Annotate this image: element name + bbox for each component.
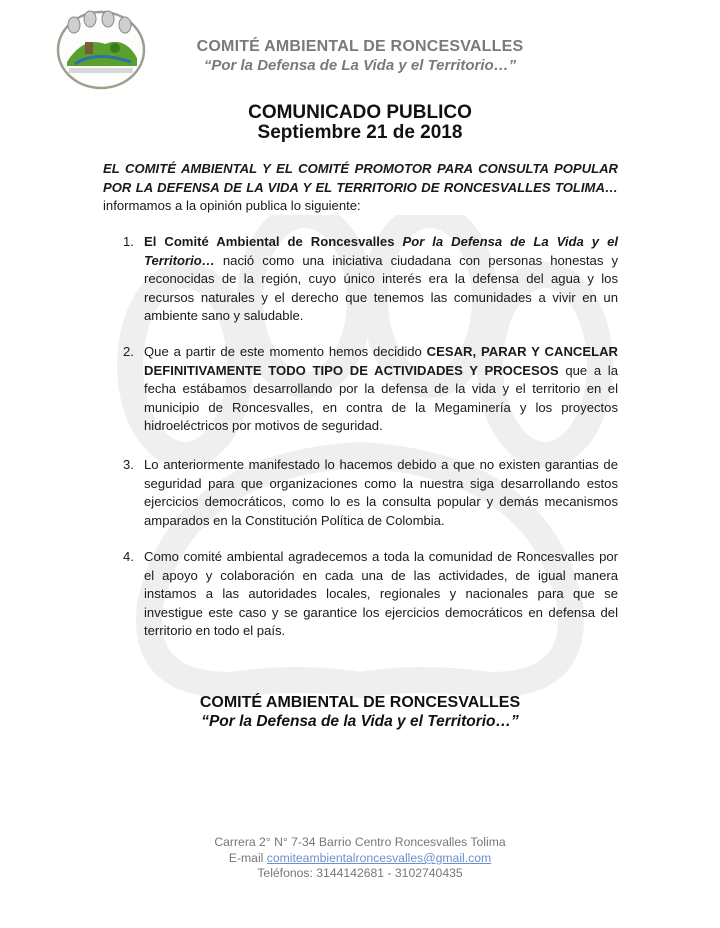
contact-address: Carrera 2° N° 7-34 Barrio Centro Roncesvalles Tolima (214, 835, 506, 849)
footer-motto: “Por la Defensa de la Vida y el Territorio…” (201, 713, 519, 730)
list-item (103, 343, 618, 436)
item-text: Como comité ambiental agradecemos a toda la comunidad de Roncesvalles por el apoyo y colaboración en cada una de las actividades, de igual manera instamos a las autoridades locales, regionales y nacionales para que se investigue este caso y se garantice los ejercicios democráticos en defensa del territorio en todo el país. (144, 549, 618, 638)
header-motto: “Por la Defensa de La Vida y el Territorio…” (203, 57, 517, 74)
committee-logo (55, 6, 147, 90)
item-text: Que a partir de este momento hemos decidido (144, 344, 427, 359)
list-item-number: 2. (123, 344, 134, 359)
list-item-number: 1. (123, 234, 134, 249)
communique-title: COMUNICADO PUBLICO (248, 102, 472, 123)
email-label: E-mail (228, 851, 267, 865)
item-bold-text: CESAR, PARAR Y CANCELAR DEFINITIVAMENTE TODO TIPO DE ACTIVIDADES Y PROCESOS (144, 344, 618, 378)
intro-bold-text: EL COMITÉ AMBIENTAL Y EL COMITÉ PROMOTOR PARA CONSULTA POPULAR POR LA DEFENSA DE LA VIDA Y EL TERRITORIO DE RONCESVALLES TOLIMA… (103, 161, 618, 195)
item-text: nació como una iniciativa ciudadana con personas honestas y reconocidas de la región, cuyo único interés era la defensa del agua y los recursos naturales y el derecho que tenemos las comunidades a vivir en un ambiente sano y saludable. (144, 252, 618, 323)
list-item-number: 4. (123, 549, 134, 564)
item-bold-italic-text: Por la Defensa de La Vida y el Territorio… (144, 234, 618, 268)
list-item (103, 548, 618, 641)
contact-phones: Teléfonos: 3144142681 - 3102740435 (257, 866, 463, 880)
item-text: Lo anteriormente manifestado lo hacemos debido a que no existen garantias de seguridad para que organizaciones como la nuestra siga desarrollando estos ejercicios democráticos, como lo es la consulta popular y demás mecanismos amparados en la Constitución Política de Colombia. (144, 457, 618, 528)
list-item (103, 456, 618, 530)
footer-title: COMITÉ AMBIENTAL DE RONCESVALLES (199, 694, 521, 711)
list-item-number: 3. (123, 457, 134, 472)
list-item (103, 233, 618, 326)
header-title: COMITÉ AMBIENTAL DE RONCESVALLES (196, 38, 524, 55)
item-text: que a la fecha estábamos desarrollando por la defensa de la vida y el territorio en el municipio de Roncesvalles, en contra de la Megaminería y los proyectos hidroeléctricos por motivos de seguridad. (144, 362, 618, 433)
intro-rest-text: informamos a la opinión publica lo siguiente: (103, 198, 361, 213)
intro-paragraph (103, 160, 618, 216)
item-bold-text: El Comité Ambiental de Roncesvalles (144, 234, 403, 249)
contact-email-line (0, 851, 720, 865)
email-link[interactable]: comiteambientalroncesvalles@gmail.com (266, 851, 492, 865)
communique-date: Septiembre 21 de 2018 (257, 122, 463, 143)
